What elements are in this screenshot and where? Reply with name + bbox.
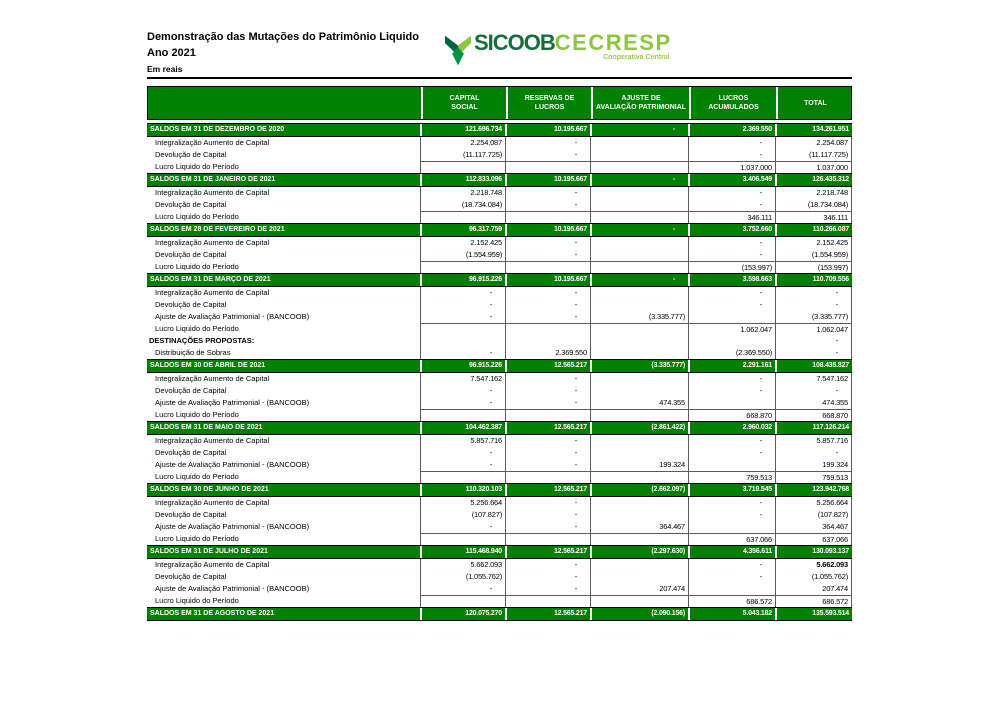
table-row: [147, 249, 852, 261]
row-value: -: [420, 521, 505, 533]
row-value: [590, 509, 688, 521]
row-label: Integralização Aumento de Capital: [155, 560, 270, 569]
row-value: 5.043.182: [688, 608, 775, 620]
row-label: Devolução de Capital: [155, 200, 227, 209]
row-value: -: [420, 583, 505, 595]
row-value: 115.468.940: [420, 546, 505, 558]
logo-brand: SICOOB: [474, 30, 555, 55]
row-value: [505, 409, 590, 421]
row-value: 7.547.162: [775, 373, 852, 385]
row-value: 759.513: [688, 471, 775, 483]
row-value: -: [505, 447, 590, 459]
row-label: Devolução de Capital: [155, 386, 227, 395]
row-value: -: [590, 224, 688, 236]
row-value: [688, 397, 775, 409]
row-value: -: [420, 447, 505, 459]
table-row: [147, 533, 852, 545]
row-value: [688, 459, 775, 471]
row-value: 686.572: [775, 595, 852, 607]
table-row: [147, 385, 852, 397]
row-value: 10.195.667: [505, 274, 590, 286]
row-value: 10.195.667: [505, 124, 590, 136]
row-value: -: [688, 187, 775, 199]
saldo-row: [147, 359, 852, 373]
row-value: 4.356.611: [688, 546, 775, 558]
row-value: [590, 347, 688, 359]
row-value: 199.324: [775, 459, 852, 471]
row-value: 1.037.000: [775, 161, 852, 173]
row-label: Lucro Liquido do Período: [155, 324, 239, 333]
row-value: [688, 335, 775, 347]
row-value: -: [688, 199, 775, 211]
table-row: [147, 595, 852, 607]
row-value: -: [688, 137, 775, 149]
row-value: 12.565.217: [505, 608, 590, 620]
table-row: [147, 471, 852, 483]
row-value: [590, 137, 688, 149]
row-value: -: [420, 385, 505, 397]
row-value: (18.734.084): [775, 199, 852, 211]
row-value: (107.827): [775, 509, 852, 521]
row-value: -: [505, 521, 590, 533]
currency-note: Em reais: [147, 64, 183, 74]
header-capital-social: CAPITAL SOCIAL: [421, 87, 506, 119]
row-label: SALDOS EM 30 DE JUNHO DE 2021: [150, 486, 269, 493]
row-value: 2.152.425: [775, 237, 852, 249]
row-value: 134.261.951: [775, 124, 852, 136]
row-value: 207.474: [590, 583, 688, 595]
row-label: Devolução de Capital: [155, 300, 227, 309]
row-value: 207.474: [775, 583, 852, 595]
row-value: 2.291.161: [688, 360, 775, 372]
row-value: 637.066: [775, 533, 852, 545]
row-value: 12.565.217: [505, 484, 590, 496]
row-value: -: [420, 299, 505, 311]
page-title: Demonstração das Mutações do Patrimônio Liquido: [147, 31, 419, 43]
row-value: 5.662.093: [420, 559, 505, 571]
row-value: [420, 595, 505, 607]
logo-tagline: Cooperativa Central: [603, 54, 670, 61]
row-label: Devolução de Capital: [155, 448, 227, 457]
table-row: [147, 149, 852, 161]
table-row: [147, 571, 852, 583]
row-value: 110.709.556: [775, 274, 852, 286]
row-value: 5.662.093: [775, 559, 852, 571]
row-value: -: [505, 137, 590, 149]
row-value: 199.324: [590, 459, 688, 471]
sicoob-mark-icon: [445, 34, 471, 67]
logo-text: [474, 30, 672, 61]
row-value: 126.435.312: [775, 174, 852, 186]
row-value: 10.195.667: [505, 224, 590, 236]
table-row: [147, 409, 852, 421]
table-row: [147, 137, 852, 149]
row-value: 3.406.549: [688, 174, 775, 186]
row-value: 110.266.087: [775, 224, 852, 236]
row-value: 686.572: [688, 595, 775, 607]
row-value: [590, 261, 688, 273]
row-label: Integralização Aumento de Capital: [155, 374, 270, 383]
row-value: -: [688, 497, 775, 509]
row-value: 110.320.103: [420, 484, 505, 496]
row-value: 2.960.032: [688, 422, 775, 434]
row-label: DESTINAÇÕES PROPOSTAS:: [149, 336, 255, 345]
row-value: [590, 199, 688, 211]
row-value: (18.734.084): [420, 199, 505, 211]
row-label: SALDOS EM 31 DE JULHO DE 2021: [150, 548, 268, 555]
sicoob-cecresp-logo: [445, 32, 672, 67]
row-value: [590, 497, 688, 509]
row-value: -: [505, 459, 590, 471]
table-row: [147, 497, 852, 509]
row-label: SALDOS EM 31 DE JANEIRO DE 2021: [150, 176, 276, 183]
row-value: (3.335.777): [590, 360, 688, 372]
header-total: TOTAL: [776, 87, 853, 119]
row-value: -: [505, 187, 590, 199]
table-row: [147, 435, 852, 447]
row-value: [505, 261, 590, 273]
row-label: Lucro Liquido do Período: [155, 596, 239, 605]
row-value: -: [590, 174, 688, 186]
row-value: -: [420, 311, 505, 323]
row-value: 3.752.660: [688, 224, 775, 236]
row-value: 2.369.550: [688, 124, 775, 136]
row-value: -: [505, 497, 590, 509]
row-value: [505, 595, 590, 607]
table-row: [147, 161, 852, 173]
row-value: [420, 161, 505, 173]
row-value: 759.513: [775, 471, 852, 483]
saldo-row: [147, 421, 852, 435]
row-label: Lucro Liquido do Período: [155, 212, 239, 221]
table-header-row: [147, 86, 852, 120]
row-value: [590, 471, 688, 483]
row-value: 364.467: [590, 521, 688, 533]
row-value: [590, 373, 688, 385]
table-row: [147, 311, 852, 323]
row-value: [505, 161, 590, 173]
saldo-row: [147, 173, 852, 187]
row-value: 12.565.217: [505, 422, 590, 434]
row-value: -: [505, 583, 590, 595]
row-value: -: [505, 299, 590, 311]
row-value: -: [688, 373, 775, 385]
row-value: -: [590, 124, 688, 136]
table-row: [147, 237, 852, 249]
row-value: -: [688, 287, 775, 299]
row-value: -: [505, 559, 590, 571]
row-value: -: [688, 447, 775, 459]
row-value: [590, 435, 688, 447]
row-value: 668.870: [688, 409, 775, 421]
row-label: Ajuste de Avaliação Patrimonial - (BANCOOB): [155, 584, 310, 593]
row-value: -: [505, 385, 590, 397]
row-value: -: [420, 459, 505, 471]
row-label: Devolução de Capital: [155, 572, 227, 581]
row-value: 12.565.217: [505, 546, 590, 558]
row-value: -: [505, 571, 590, 583]
saldo-row: [147, 545, 852, 559]
row-value: 3.719.545: [688, 484, 775, 496]
row-value: 2.254.087: [420, 137, 505, 149]
row-value: -: [590, 274, 688, 286]
table-row: [147, 323, 852, 335]
row-value: [505, 533, 590, 545]
row-value: 474.355: [775, 397, 852, 409]
row-value: 5.857.716: [420, 435, 505, 447]
row-value: -: [420, 347, 505, 359]
row-value: 96.317.759: [420, 224, 505, 236]
row-value: 3.598.663: [688, 274, 775, 286]
row-value: -: [505, 249, 590, 261]
table-row: [147, 299, 852, 311]
row-value: -: [775, 347, 852, 359]
row-value: -: [688, 509, 775, 521]
row-label: Integralização Aumento de Capital: [155, 498, 270, 507]
row-label: Integralização Aumento de Capital: [155, 188, 270, 197]
row-value: (11.117.725): [420, 149, 505, 161]
row-value: [590, 559, 688, 571]
row-value: 2.218.748: [775, 187, 852, 199]
row-value: -: [505, 311, 590, 323]
row-value: [505, 211, 590, 223]
header-divider: [147, 77, 852, 79]
table-row: [147, 261, 852, 273]
row-label: Lucro Liquido do Período: [155, 162, 239, 171]
saldo-row: [147, 273, 852, 287]
row-value: 2.254.087: [775, 137, 852, 149]
row-value: -: [505, 509, 590, 521]
saldo-row: [147, 223, 852, 237]
row-value: (153.997): [775, 261, 852, 273]
row-label: Ajuste de Avaliação Patrimonial - (BANCOOB): [155, 460, 310, 469]
row-value: -: [505, 237, 590, 249]
table-row: [147, 187, 852, 199]
row-value: 117.126.214: [775, 422, 852, 434]
table-row: [147, 287, 852, 299]
row-value: -: [688, 435, 775, 447]
row-label: SALDOS EM 31 DE MAIO DE 2021: [150, 424, 263, 431]
row-value: -: [505, 199, 590, 211]
section-row: [147, 335, 852, 347]
row-label: SALDOS EM 31 DE AGOSTO DE 2021: [150, 610, 275, 617]
row-value: 10.195.667: [505, 174, 590, 186]
row-label: Integralização Aumento de Capital: [155, 288, 270, 297]
row-value: 474.355: [590, 397, 688, 409]
row-value: [590, 323, 688, 335]
row-value: 135.593.514: [775, 608, 852, 620]
row-value: -: [688, 237, 775, 249]
table-row: [147, 199, 852, 211]
row-label: Devolução de Capital: [155, 510, 227, 519]
row-value: -: [420, 287, 505, 299]
row-value: [420, 409, 505, 421]
row-label: Distribuição de Sobras: [155, 348, 231, 357]
row-value: (153.997): [688, 261, 775, 273]
row-value: -: [775, 385, 852, 397]
row-value: -: [688, 149, 775, 161]
row-value: [590, 211, 688, 223]
row-value: -: [420, 397, 505, 409]
table-row: [147, 347, 852, 359]
row-value: [590, 149, 688, 161]
row-value: 346.111: [775, 211, 852, 223]
row-value: -: [775, 335, 852, 347]
row-value: (2.861.422): [590, 422, 688, 434]
row-label: Lucro Liquido do Período: [155, 472, 239, 481]
row-label: Integralização Aumento de Capital: [155, 138, 270, 147]
row-value: [505, 323, 590, 335]
row-value: -: [775, 447, 852, 459]
row-value: 112.833.096: [420, 174, 505, 186]
row-value: [505, 335, 590, 347]
row-value: -: [505, 149, 590, 161]
row-value: -: [505, 397, 590, 409]
row-value: (1.055.762): [420, 571, 505, 583]
row-value: -: [688, 385, 775, 397]
row-value: -: [505, 373, 590, 385]
row-value: 96.915.226: [420, 274, 505, 286]
row-value: [590, 237, 688, 249]
table-row: [147, 459, 852, 471]
saldo-row: [147, 123, 852, 137]
row-label: SALDOS EM 30 DE ABRIL DE 2021: [150, 362, 266, 369]
row-value: 5.256.664: [775, 497, 852, 509]
row-value: (2.297.630): [590, 546, 688, 558]
row-value: 346.111: [688, 211, 775, 223]
row-label: Integralização Aumento de Capital: [155, 238, 270, 247]
row-value: [590, 385, 688, 397]
row-value: (1.554.959): [420, 249, 505, 261]
equity-statement-table: [147, 86, 852, 621]
row-value: -: [775, 287, 852, 299]
row-label: Lucro Liquido do Período: [155, 262, 239, 271]
row-label: Devolução de Capital: [155, 150, 227, 159]
table-row: [147, 583, 852, 595]
row-value: -: [505, 435, 590, 447]
row-value: (11.117.725): [775, 149, 852, 161]
row-value: (2.090.156): [590, 608, 688, 620]
row-value: [420, 261, 505, 273]
row-value: (1.554.959): [775, 249, 852, 261]
row-value: 121.696.734: [420, 124, 505, 136]
row-value: -: [688, 299, 775, 311]
row-value: 1.062.047: [688, 323, 775, 335]
row-value: 364.467: [775, 521, 852, 533]
row-value: [590, 187, 688, 199]
row-label: Ajuste de Avaliação Patrimonial - (BANCOOB): [155, 522, 310, 531]
row-value: [420, 323, 505, 335]
table-row: [147, 211, 852, 223]
header-reservas-lucros: RESERVAS DE LUCROS: [506, 87, 591, 119]
row-label: Integralização Aumento de Capital: [155, 436, 270, 445]
row-value: [590, 409, 688, 421]
row-value: 2.369.550: [505, 347, 590, 359]
row-value: -: [505, 287, 590, 299]
row-label: SALDOS EM 28 DE FEVEREIRO DE 2021: [150, 226, 285, 233]
row-value: (107.827): [420, 509, 505, 521]
table-row: [147, 373, 852, 385]
header-lucros-acumulados: LUCROS ACUMULADOS: [689, 87, 776, 119]
saldo-row: [147, 607, 852, 621]
row-value: 1.037.000: [688, 161, 775, 173]
row-value: [420, 211, 505, 223]
row-value: 1.062.047: [775, 323, 852, 335]
row-value: 2.218.748: [420, 187, 505, 199]
row-value: 7.547.162: [420, 373, 505, 385]
row-value: -: [775, 299, 852, 311]
row-value: [590, 447, 688, 459]
row-value: (2.662.097): [590, 484, 688, 496]
row-value: [590, 533, 688, 545]
table-row: [147, 509, 852, 521]
row-value: 120.075.270: [420, 608, 505, 620]
row-label: SALDOS EM 31 DE MARÇO DE 2021: [150, 276, 271, 283]
row-value: 12.565.217: [505, 360, 590, 372]
row-value: [590, 335, 688, 347]
table-rows: [147, 123, 852, 621]
header-ajuste-avaliacao: AJUSTE DE AVALIAÇÃO PATRIMONIAL: [591, 87, 689, 119]
row-value: [688, 311, 775, 323]
row-value: 637.066: [688, 533, 775, 545]
table-row: [147, 447, 852, 459]
row-value: (3.335.777): [590, 311, 688, 323]
row-label: Ajuste de Avaliação Patrimonial - (BANCOOB): [155, 312, 310, 321]
row-label: Ajuste de Avaliação Patrimonial - (BANCOOB): [155, 398, 310, 407]
row-value: -: [688, 571, 775, 583]
row-value: [420, 471, 505, 483]
row-value: 130.093.137: [775, 546, 852, 558]
saldo-row: [147, 483, 852, 497]
row-value: [590, 571, 688, 583]
row-value: 2.152.425: [420, 237, 505, 249]
table-row: [147, 559, 852, 571]
row-value: 5.857.716: [775, 435, 852, 447]
row-label: Lucro Liquido do Período: [155, 534, 239, 543]
table-row: [147, 397, 852, 409]
row-value: [590, 287, 688, 299]
row-label: Lucro Liquido do Período: [155, 410, 239, 419]
row-value: (3.335.777): [775, 311, 852, 323]
row-value: -: [688, 249, 775, 261]
row-value: (2.369.550): [688, 347, 775, 359]
row-value: 123.942.768: [775, 484, 852, 496]
row-value: [590, 595, 688, 607]
row-value: 5.256.664: [420, 497, 505, 509]
row-value: (1.055.762): [775, 571, 852, 583]
row-value: 668.870: [775, 409, 852, 421]
row-label: Devolução de Capital: [155, 250, 227, 259]
row-label: SALDOS EM 31 DE DEZEMBRO DE 2020: [150, 126, 285, 133]
row-value: [420, 533, 505, 545]
row-value: [688, 521, 775, 533]
row-value: [420, 335, 505, 347]
row-value: [590, 299, 688, 311]
logo-name: CECRESP: [554, 30, 672, 55]
row-value: [590, 161, 688, 173]
header-description-cell: [148, 87, 421, 119]
row-value: 96.915.226: [420, 360, 505, 372]
row-value: [688, 583, 775, 595]
row-value: 104.462.387: [420, 422, 505, 434]
document-year: Ano 2021: [147, 47, 196, 59]
row-value: -: [688, 559, 775, 571]
row-value: [505, 471, 590, 483]
row-value: 108.435.827: [775, 360, 852, 372]
table-row: [147, 521, 852, 533]
row-value: [590, 249, 688, 261]
